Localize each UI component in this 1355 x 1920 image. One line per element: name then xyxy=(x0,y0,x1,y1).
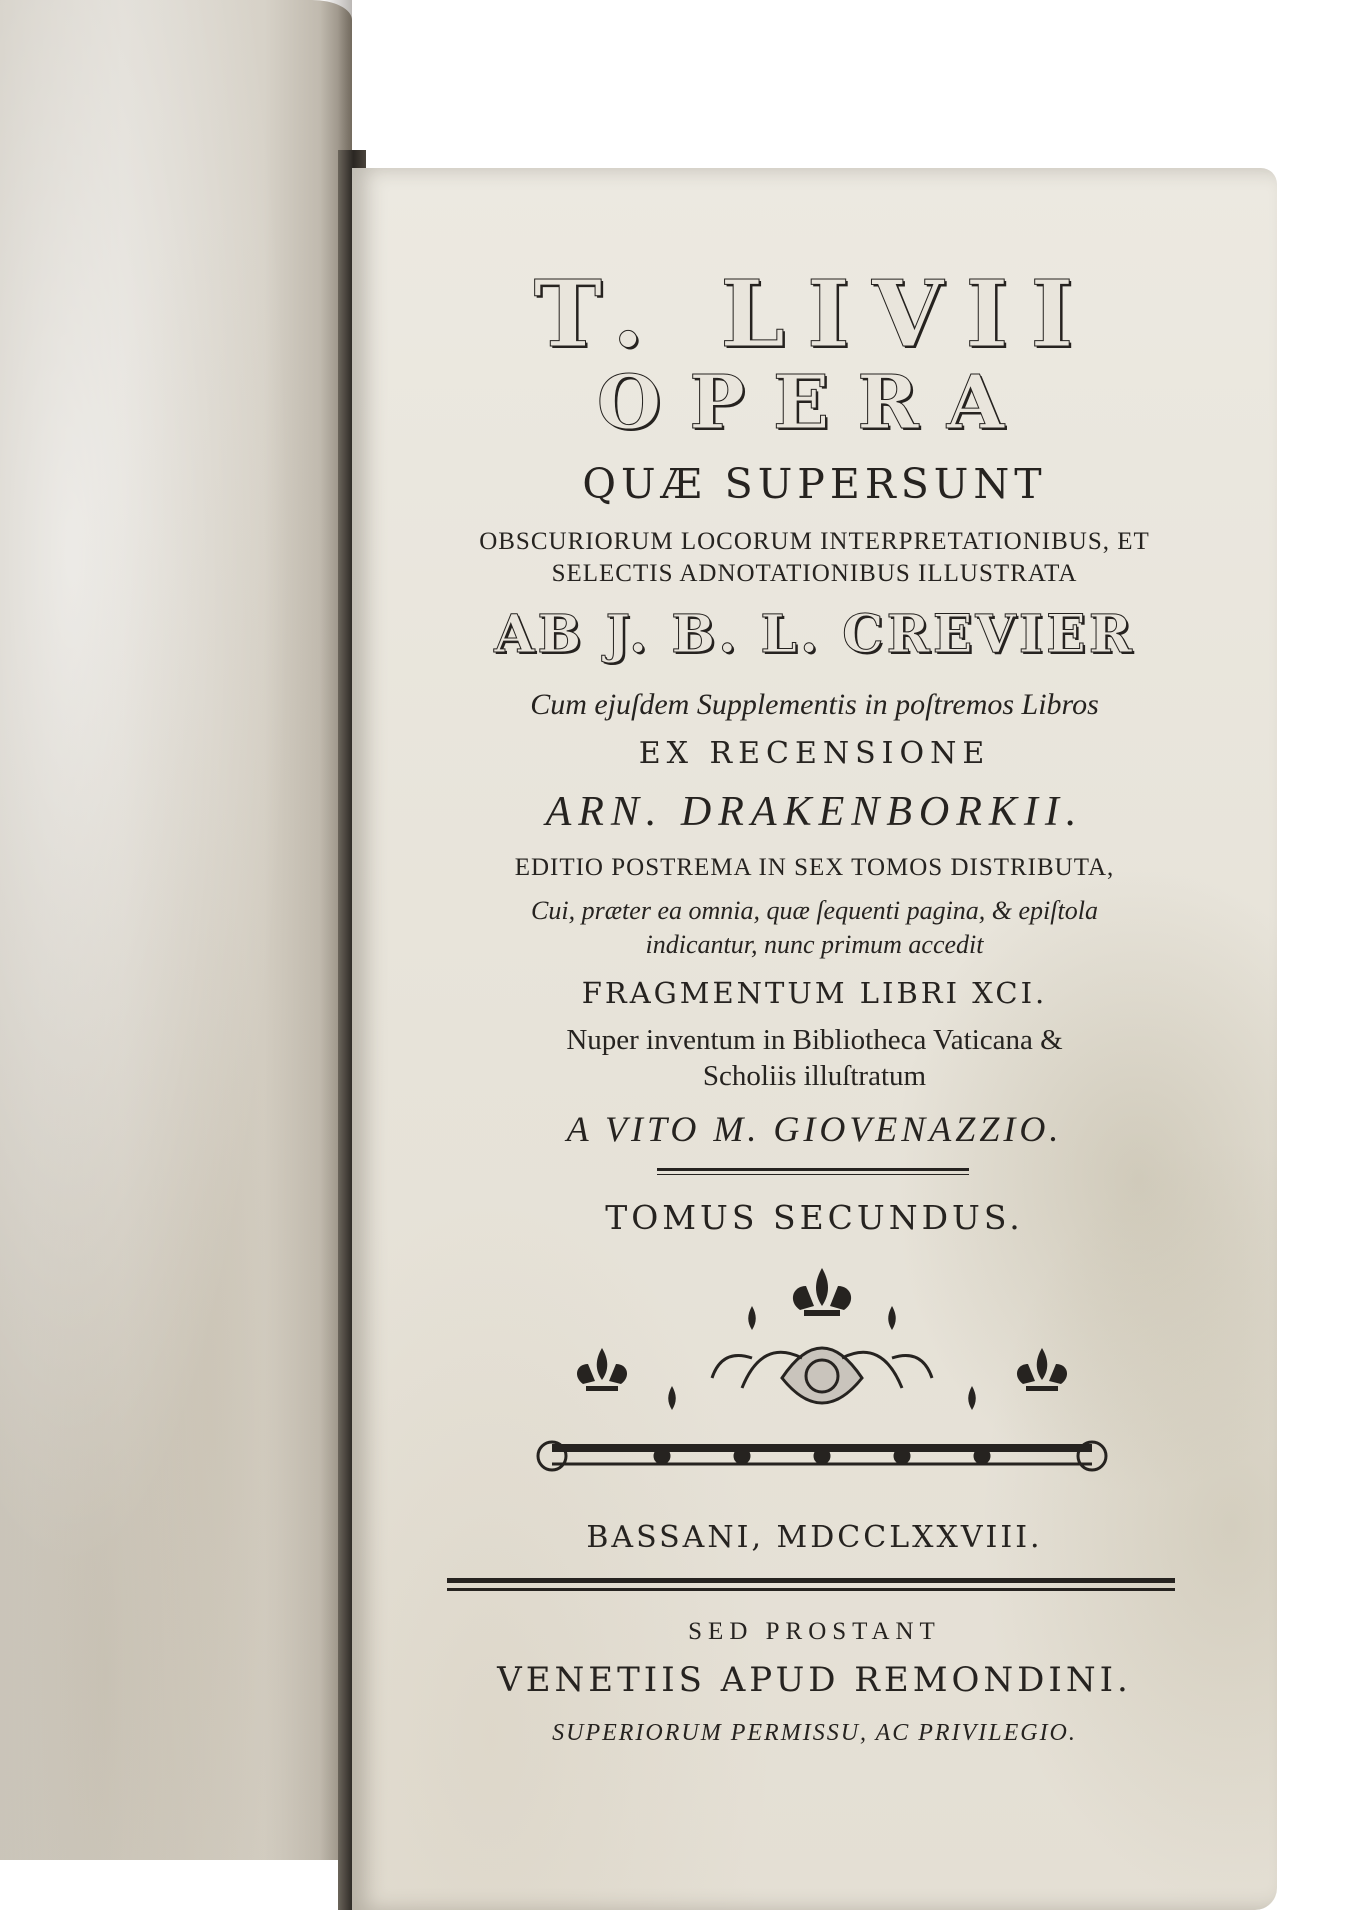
subtitle-quae-supersunt: QUÆ SUPERSUNT xyxy=(582,460,1047,508)
imprint-rule xyxy=(447,1578,1175,1583)
nuper-inventum-line: Nuper inventum in Bibliotheca Vaticana & xyxy=(566,1024,1063,1056)
editor-drakenborkii: ARN. DRAKENBORKII. xyxy=(545,789,1084,835)
left-page xyxy=(0,0,352,1860)
privilege-line: SUPERIORUM PERMISSU, AC PRIVILEGIO. xyxy=(552,1720,1077,1746)
publisher-line: VENETIIS APUD REMONDINI. xyxy=(497,1660,1132,1700)
indicantur-line: indicantur, nunc primum accedit xyxy=(645,930,984,959)
imprint-rule-thin xyxy=(447,1588,1175,1591)
supplementis-line: Cum ejuſdem Supplementis in poſtremos Libros xyxy=(530,688,1099,721)
divider-rule-thin xyxy=(657,1174,969,1175)
editor-crevier: AB J. B. L. CREVIER xyxy=(494,604,1135,665)
editor-giovenazzio: A VITO M. GIOVENAZZIO. xyxy=(566,1109,1063,1149)
editio-line: EDITIO POSTREMA IN SEX TOMOS DISTRIBUTA, xyxy=(514,854,1115,881)
ex-recensione: EX RECENSIONE xyxy=(638,736,991,771)
divider-rule xyxy=(657,1168,969,1171)
title-page xyxy=(352,168,1277,1910)
scholiis-line: Scholiis illuſtratum xyxy=(702,1060,927,1092)
subtitle-obscuriorum: OBSCURIORUM LOCORUM INTERPRETATIONIBUS, ET xyxy=(479,528,1150,555)
imprint-place-date: BASSANI, MDCCLXXVIII. xyxy=(586,1520,1043,1555)
title-opera: OPERA xyxy=(596,360,1033,446)
subtitle-selectis: SELECTIS ADNOTATIONIBUS ILLUSTRATA xyxy=(551,560,1078,587)
fragmentum-line: FRAGMENTUM LIBRI XCI. xyxy=(581,976,1048,1010)
title-livii: T. LIVII xyxy=(533,260,1096,368)
sed-prostant: SED PROSTANT xyxy=(688,1618,941,1645)
cui-praeter-line: Cui, præter ea omnia, quæ ſequenti pagina, & epiſtola xyxy=(531,896,1098,925)
volume-label: TOMUS SECUNDUS. xyxy=(605,1198,1024,1237)
fleuron-ornament-icon xyxy=(512,1268,1132,1488)
